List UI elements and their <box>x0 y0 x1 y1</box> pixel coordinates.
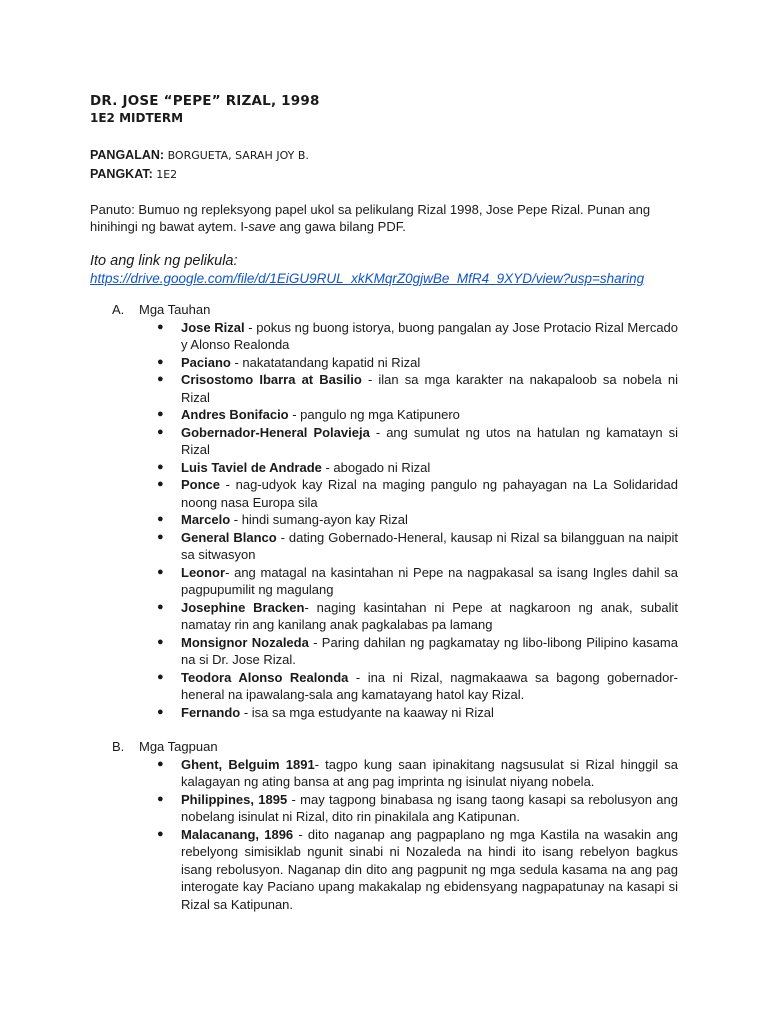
item-description: - abogado ni Rizal <box>321 459 431 475</box>
item-description: - dating Gobernado-Heneral, kausap ni Rizal sa bilangguan na naipit sa sitwasyon <box>181 529 678 562</box>
bullet-icon: ● <box>157 757 164 770</box>
instructions-text-end: ang gawa bilang PDF. <box>275 219 406 234</box>
group-label: PANGKAT: <box>90 167 153 181</box>
bullet-icon: ● <box>157 425 164 438</box>
list-item <box>90 756 678 791</box>
item-term: Gobernador-Heneral Polavieja <box>181 424 370 440</box>
item-description: - nag-udyok kay Rizal na maging pangulo ng pahayagan na La Solidaridad noong nasa Europa sila <box>181 477 678 510</box>
group-value: 1E2 <box>156 168 178 181</box>
item-description: - isa sa mga estudyante na kaaway ni Rizal <box>240 704 494 720</box>
bullet-icon: ● <box>157 705 164 718</box>
item-term: Ponce <box>181 477 221 492</box>
item-description: - ang matagal na kasintahan ni Pepe na nagpakasal sa isang Ingles dahil sa pagpupumilit ng magulang <box>181 564 678 597</box>
section-letter: A. <box>112 302 125 317</box>
item-description: - tagpo kung saan ipinakitang nagsusulat si Rizal hinggil sa kalagayan ng ating bansa at ang pag imprinta ng isinulat niyang nobela. <box>181 756 678 789</box>
item-term: Marcelo <box>181 512 231 527</box>
bullet-icon: ● <box>157 600 164 613</box>
item-term: Philippines, 1895 <box>181 791 288 807</box>
section-settings <box>90 738 678 913</box>
item-term: Andres Bonifacio <box>181 407 289 422</box>
item-description: - may tagpong binabasa ng isang taong kasapi sa rebolusyon ang nobelang isinulat ni Rizal, dito rin pinakilala ang Katipunan. <box>181 791 678 824</box>
group-line <box>90 165 678 184</box>
bullet-icon: ● <box>157 635 164 648</box>
list-item <box>90 634 678 669</box>
section-title: Mga Tagpuan <box>139 739 218 754</box>
item-term: Monsignor Nozaleda <box>181 634 309 650</box>
list-item <box>90 476 678 511</box>
list-item <box>90 704 678 722</box>
bullet-icon: ● <box>157 355 164 368</box>
item-term: Crisostomo Ibarra at Basilio <box>181 372 362 387</box>
list-item <box>90 354 678 372</box>
bullet-icon: ● <box>157 565 164 578</box>
item-term: Josephine Bracken <box>181 599 305 615</box>
item-term: Ghent, Belguim 1891 <box>181 756 315 772</box>
item-description: - pokus ng buong istorya, buong pangalan ay Jose Protacio Rizal Mercado y Alonso Realonda <box>181 319 679 352</box>
item-term: General Blanco <box>181 529 277 545</box>
section-letter: B. <box>112 739 125 754</box>
bullet-icon: ● <box>157 792 164 805</box>
list-item <box>90 319 678 354</box>
settings-list <box>90 756 678 914</box>
bullet-icon: ● <box>157 513 164 525</box>
bullet-icon: ● <box>157 408 164 420</box>
instructions-text-start: Panuto: Bumuo ng repleksyong papel ukol sa pelikulang Rizal 1998, Jose Pepe Rizal. Punan ang hinihingi ng bawat aytem. I- <box>90 202 651 234</box>
document-title: DR. JOSE “PEPE” RIZAL, 1998 <box>90 93 320 109</box>
list-item <box>90 826 678 914</box>
item-description: - nakatatandang kapatid ni Rizal <box>230 354 421 370</box>
document-subtitle: 1E2 MIDTERM <box>90 111 184 125</box>
item-description: - pangulo ng mga Katipunero <box>288 407 460 422</box>
instructions-paragraph <box>90 201 678 235</box>
item-term: Jose Rizal <box>181 319 245 335</box>
item-term: Teodora Alonso Realonda <box>181 669 349 685</box>
name-value: BORGUETA, SARAH JOY B. <box>167 149 309 162</box>
movie-link-label: Ito ang link ng pelikula: <box>90 253 238 269</box>
bullet-icon: ● <box>157 827 164 840</box>
student-info <box>90 146 678 184</box>
list-item <box>90 529 678 564</box>
item-term: Paciano <box>181 354 231 370</box>
document-page <box>90 93 678 913</box>
bullet-icon: ● <box>157 670 164 683</box>
list-item <box>90 406 678 424</box>
item-term: Fernando <box>181 704 241 720</box>
movie-link-block <box>90 252 678 288</box>
name-label: PANGALAN: <box>90 148 165 162</box>
list-item <box>90 511 678 529</box>
bullet-icon: ● <box>157 478 164 490</box>
bullet-icon: ● <box>157 320 164 333</box>
item-description: - ina ni Rizal, nagmakaawa sa bagong gobernador-heneral na ipawalang-sala ang kamatayang hatol kay Rizal. <box>181 669 678 702</box>
section-title: Mga Tauhan <box>139 302 211 317</box>
list-item <box>90 564 678 599</box>
item-description: - Paring dahilan ng pagkamatay ng libo-libong Pilipino kasama na si Dr. Jose Rizal. <box>181 634 678 667</box>
list-item <box>90 669 678 704</box>
bullet-icon: ● <box>157 460 164 473</box>
list-item <box>90 424 678 459</box>
item-description: - naging kasintahan ni Pepe at nagkaroon ng anak, subalit namatay rin ang kanilang anak pagkalabas pa lamang <box>181 599 679 632</box>
item-description: - ilan sa mga karakter na nakapaloob sa nobela ni Rizal <box>181 372 678 405</box>
bullet-icon: ● <box>157 373 164 385</box>
section-characters <box>90 301 678 721</box>
item-description: - hindi sumang-ayon kay Rizal <box>230 512 408 527</box>
item-term: Luis Taviel de Andrade <box>181 459 322 475</box>
name-line <box>90 146 678 165</box>
item-term: Malacanang, 1896 <box>181 826 294 842</box>
list-item <box>90 459 678 477</box>
list-item <box>90 371 678 406</box>
instructions-emphasis: save <box>248 219 276 234</box>
bullet-icon: ● <box>157 530 164 543</box>
list-item <box>90 791 678 826</box>
characters-list <box>90 319 678 722</box>
item-description: - ang sumulat ng utos na hatulan ng kamatayn si Rizal <box>181 424 678 457</box>
movie-link[interactable]: https://drive.google.com/file/d/1EiGU9RUL_xkKMqrZ0gjwBe_MfR4_9XYD/view?usp=sharing <box>90 271 645 286</box>
item-description: - dito naganap ang pagpaplano ng mga Kastila na wasakin ang rebelyong simisiklab ngunit sinabi ni Nozaleda na hindi ito isang rebelyon bagkus isang rebolusyon. Naganap din dito ang pagpunit ng mga sedula kasama na ang pag interogate kay Paciano upang makakalap ng ebidensyang nagpapatunay na kasapi si Rizal sa Katipunan. <box>181 826 678 912</box>
list-item <box>90 599 678 634</box>
item-term: Leonor <box>181 564 226 580</box>
section-heading <box>90 301 678 319</box>
section-heading <box>90 738 678 756</box>
